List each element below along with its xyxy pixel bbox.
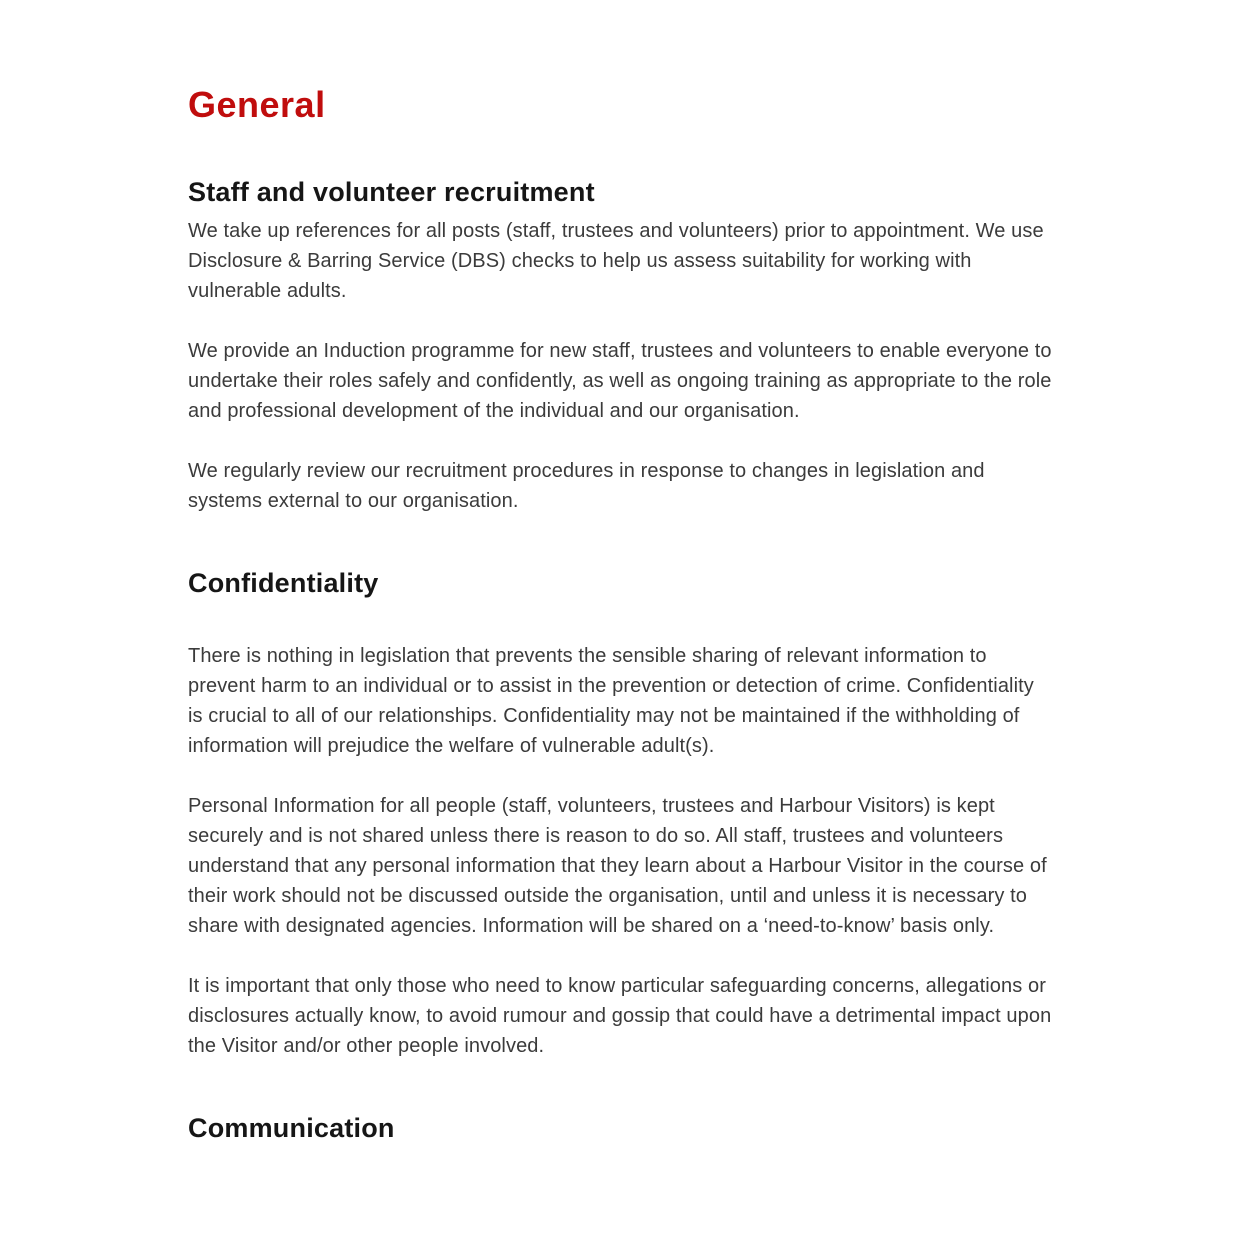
paragraph: It is important that only those who need to know particular safeguarding concerns, allegations or disclosures actually know, to avoid rumour and gossip that could have a detrimental impact upon the Visitor and/or other people involved. <box>188 974 1052 1057</box>
section-heading-staff-and-volunteer-recruitment: Staff and volunteer recruitment <box>188 176 595 207</box>
section-communication <box>188 1113 1052 1144</box>
page-title: General <box>188 84 326 125</box>
section-staff-and-volunteer-recruitment <box>188 177 1052 516</box>
paragraph: There is nothing in legislation that prevents the sensible sharing of relevant information to prevent harm to an individual or to assist in the prevention or detection of crime. Confidentiality is crucial to all of our relationships. Confidentiality may not be maintained if the withholding of information will prejudice the welfare of vulnerable adult(s). <box>188 644 1034 757</box>
section-heading-communication: Communication <box>188 1112 395 1143</box>
section-heading-confidentiality: Confidentiality <box>188 567 379 598</box>
section-confidentiality <box>188 568 1052 1061</box>
paragraph: We provide an Induction programme for new staff, trustees and volunteers to enable everyone to undertake their roles safely and confidently, as well as ongoing training as appropriate to the role and professional development of the individual and our organisation. <box>188 339 1052 422</box>
paragraph: We take up references for all posts (staff, trustees and volunteers) prior to appointment. We use Disclosure & Barring Service (DBS) checks to help us assess suitability for working with vulnerable adults. <box>188 219 1044 302</box>
paragraph: Personal Information for all people (staff, volunteers, trustees and Harbour Visitors) is kept securely and is not shared unless there is reason to do so. All staff, trustees and volunteers understand that any personal information that they learn about a Harbour Visitor in the course of their work should not be discussed outside the organisation, until and unless it is necessary to share with designated agencies. Information will be shared on a ‘need-to-know’ basis only. <box>188 794 1047 937</box>
paragraph: We regularly review our recruitment procedures in response to changes in legislation and systems external to our organisation. <box>188 459 985 512</box>
